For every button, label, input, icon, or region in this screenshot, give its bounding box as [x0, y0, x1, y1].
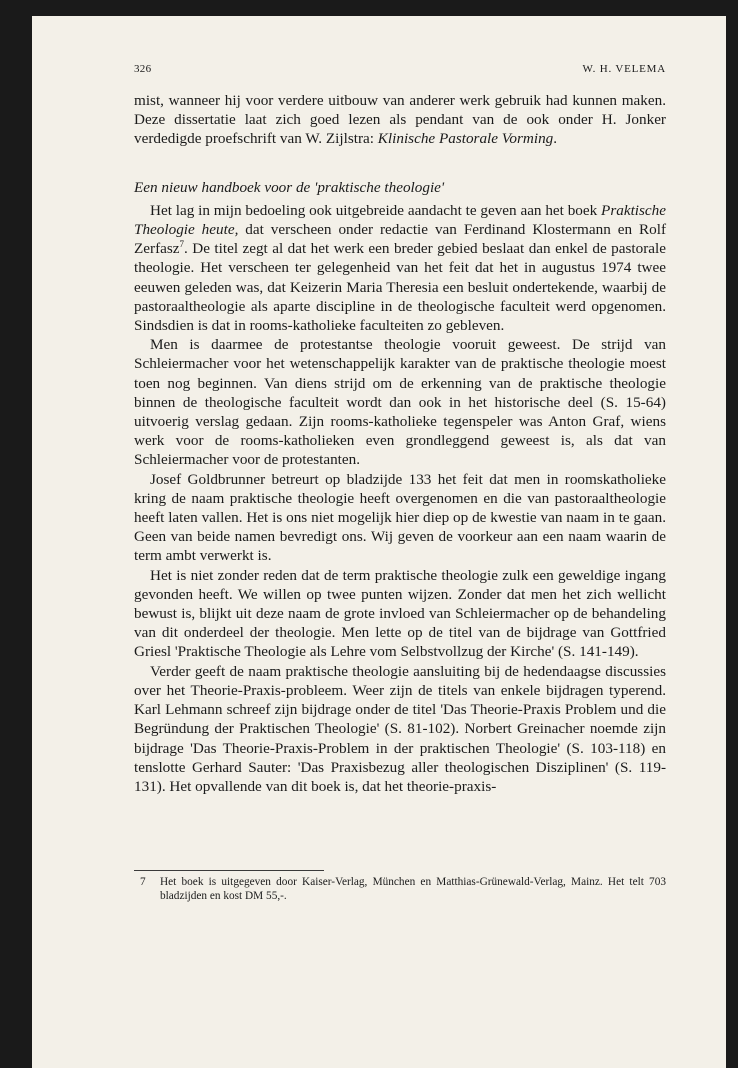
footnote-rule — [134, 870, 324, 871]
running-head: W. H. VELEMA — [582, 63, 666, 75]
footnote — [134, 876, 666, 903]
footnote-number: 7 — [140, 876, 146, 888]
paragraph: Men is daarmee de protestantse theologie vooruit geweest. De strijd van Schleiermacher voor het wetenschappelijk karakter van de praktische theologie moest toen nog beginnen. Van diens strijd om de erkenning van de praktische theologie binnen de theologische faculteit wordt dan ook in het historische deel (S. 15-64) uitvoerig verslag gedaan. Zijn rooms-katholieke tegenspeler was Anton Graf, wiens werk voor de rooms-katholieken even grondleggend geweest is, als dat van Schleiermacher voor de protestanten. — [134, 336, 666, 469]
paragraph: Het lag in mijn bedoeling ook uitgebreide aandacht te geven aan het boek Praktische Theologie heute, dat verscheen onder redactie van Ferdinand Klostermann en Rolf Zerfasz$^7$. De titel zegt al dat het werk een breder gebied beslaat dan enkel de pastorale theologie. Het verscheen ter gelegenheid van het feit dat het in augustus 1974 twee eeuwen geleden was, dat Keizerin Maria Theresia een besluit ondertekende, waarbij de pastoraaltheologie als aparte discipline in de theologische faculteit werd opgenomen. Sindsdien is dat in rooms-katholieke faculteiten zo gebleven. — [134, 201, 666, 335]
paragraph: Het is niet zonder reden dat de term praktische theologie zulk een geweldige ingang gevonden heeft. We willen op twee punten wijzen. Zonder dat men het zich wellicht bewust is, blijkt uit deze naam de grote invloed van Schleiermacher op de behandeling van dit onderdeel der theologie. Men lette op de titel van de bijdrage van Gottfried Griesl 'Praktische Theologie als Lehre vom Selbstvollzug der Kirche' (S. 141-149). — [134, 566, 666, 661]
footnote-text: Het boek is uitgegeven door Kaiser-Verlag, München en Matthias-Grünewald-Verlag, Mainz. Het telt 703 bladzijden en kost DM 55,-. — [160, 876, 666, 902]
paragraph-continued: mist, wanneer hij voor verdere uitbouw van anderer werk gebruik had kunnen maken. Deze dissertatie laat zich goed lezen als pendant van de ook onder H. Jonker verdedigde proefschrift van W. Zijlstra: Klinische Pastorale Vorming. — [134, 92, 666, 148]
italic-title: Klinische Pastorale Vorming — [377, 130, 554, 148]
paragraph: Josef Goldbrunner betreurt op bladzijde 133 het feit dat men in roomskatholieke kring de naam praktische theologie heeft overgenomen en die van pastoraaltheologie heeft laten vallen. Het is ons niet mogelijk hier diep op de kwestie van naam in te gaan. Geen van beide namen bevredigt ons. Wij geven de voorkeur aan een naam waarin de term ambt verwerkt is. — [134, 470, 666, 565]
footnote-reference: 7 — [179, 239, 185, 250]
paragraph: Verder geeft de naam praktische theologie aansluiting bij de hedendaagse discussies over het Theorie-Praxis-probleem. Weer zijn de titels van enkele bijdragen typerend. Karl Lehmann schreef zijn bijdrage onder de titel 'Das Theorie-Praxis Problem und die Begründung der Praktischen Theologie' (S. 81-102). Norbert Greinacher noemde zijn bijdrage 'Das Theorie-Praxis-Problem in der praktischen Theologie' (S. 103-118) en tenslotte Gerhard Sauter: 'Das Praxisbezug aller theologischen Disziplinen' (S. 119-131). Het opvallende van dit boek is, dat het theorie-praxis- — [134, 662, 666, 795]
body-text — [134, 91, 666, 796]
page-number: 326 — [134, 63, 152, 75]
italic-title: Praktische Theologie heute, — [134, 201, 666, 239]
section-heading: Een nieuw handboek voor de 'praktische theologie' — [134, 178, 445, 196]
